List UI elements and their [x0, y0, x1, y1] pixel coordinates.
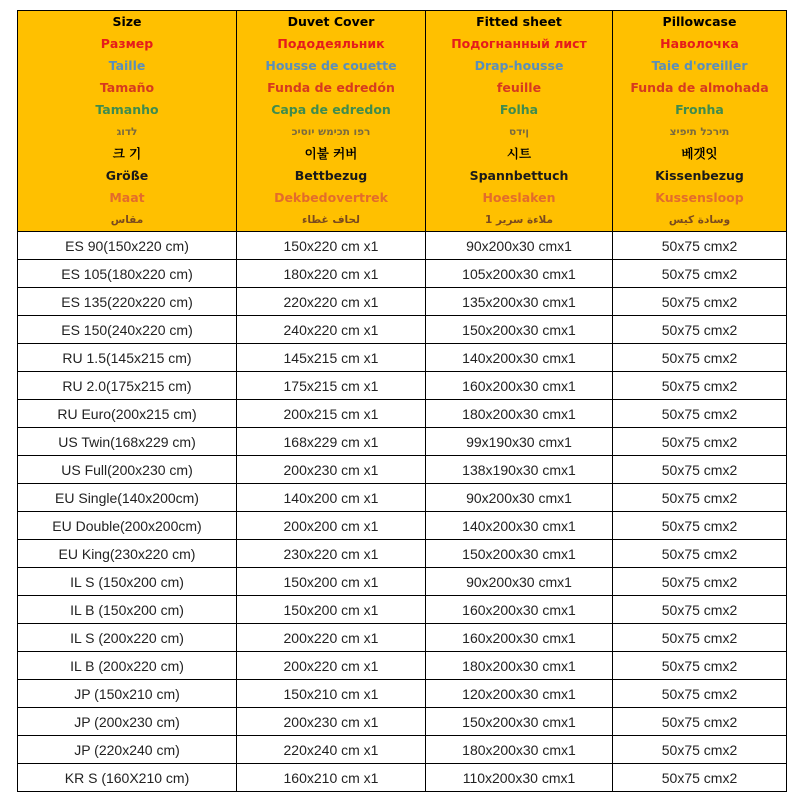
header-pillowcase — [613, 11, 787, 232]
table-cell: 135x200x30 cmx1 — [426, 288, 613, 316]
table-cell: 50x75 cmx2 — [613, 652, 787, 680]
duvet-cover-label: Funda de edredón — [267, 80, 395, 95]
table-cell: RU 2.0(175x215 cm) — [18, 372, 237, 400]
fitted-sheet-label: Fitted sheet — [476, 14, 562, 29]
table-cell: 50x75 cmx2 — [613, 456, 787, 484]
header-size — [18, 11, 237, 232]
table-cell: 220x240 cm x1 — [237, 736, 426, 764]
table-row — [18, 512, 787, 540]
table-cell: 99x190x30 cmx1 — [426, 428, 613, 456]
table-cell: 180x200x30 cmx1 — [426, 400, 613, 428]
table-cell: US Twin(168x229 cm) — [18, 428, 237, 456]
table-cell: IL B (150x200 cm) — [18, 596, 237, 624]
table-cell: 50x75 cmx2 — [613, 316, 787, 344]
table-cell: 50x75 cmx2 — [613, 624, 787, 652]
table-cell: 180x200x30 cmx1 — [426, 736, 613, 764]
pillowcase-label: תירכל תיפיצ — [669, 126, 730, 138]
table-cell: 230x220 cm x1 — [237, 540, 426, 568]
fitted-sheet-label: ملاءة سرير 1 — [485, 214, 553, 226]
table-cell: IL S (150x200 cm) — [18, 568, 237, 596]
table-row — [18, 232, 787, 260]
size-label: Taille — [108, 58, 146, 73]
size-table — [17, 10, 787, 792]
table-cell: 50x75 cmx2 — [613, 232, 787, 260]
table-cell: 175x215 cm x1 — [237, 372, 426, 400]
duvet-cover-label: Dekbedovertrek — [274, 190, 388, 205]
table-cell: 220x220 cm x1 — [237, 288, 426, 316]
table-cell: EU Single(140x200cm) — [18, 484, 237, 512]
table-cell: 200x220 cm x1 — [237, 624, 426, 652]
pillowcase-label: Kissenbezug — [655, 168, 744, 183]
table-cell: 145x215 cm x1 — [237, 344, 426, 372]
pillowcase-label: Kussensloop — [655, 190, 744, 205]
table-cell: 110x200x30 cmx1 — [426, 764, 613, 792]
fitted-sheet-label: ןידס — [508, 126, 529, 138]
table-cell: 105x200x30 cmx1 — [426, 260, 613, 288]
table-row — [18, 428, 787, 456]
table-row — [18, 624, 787, 652]
table-cell: 150x200x30 cmx1 — [426, 316, 613, 344]
table-cell: 200x220 cm x1 — [237, 652, 426, 680]
table-cell: RU Euro(200x215 cm) — [18, 400, 237, 428]
table-cell: 50x75 cmx2 — [613, 680, 787, 708]
size-label: Размер — [100, 36, 154, 51]
table-cell: 160x200x30 cmx1 — [426, 624, 613, 652]
table-cell: JP (150x210 cm) — [18, 680, 237, 708]
table-cell: 150x200x30 cmx1 — [426, 540, 613, 568]
table-cell: 50x75 cmx2 — [613, 260, 787, 288]
pillowcase-label: Funda de almohada — [630, 80, 769, 95]
table-row — [18, 764, 787, 792]
table-cell: 50x75 cmx2 — [613, 568, 787, 596]
duvet-cover-label: רפו תכימש יוסיכ — [291, 126, 371, 138]
table-cell: 50x75 cmx2 — [613, 596, 787, 624]
table-cell: KR S (160X210 cm) — [18, 764, 237, 792]
pillowcase-label: وسادة كيس — [668, 214, 731, 226]
table-row — [18, 260, 787, 288]
table-cell: 200x200 cm x1 — [237, 512, 426, 540]
table-cell: 90x200x30 cmx1 — [426, 484, 613, 512]
table-cell: IL B (200x220 cm) — [18, 652, 237, 680]
header-duvet-cover — [237, 11, 426, 232]
table-cell: 50x75 cmx2 — [613, 484, 787, 512]
table-cell: 50x75 cmx2 — [613, 540, 787, 568]
table-cell: 50x75 cmx2 — [613, 736, 787, 764]
table-cell: 50x75 cmx2 — [613, 344, 787, 372]
table-cell: 50x75 cmx2 — [613, 372, 787, 400]
size-label: مقاس — [110, 214, 144, 226]
size-label: Größe — [105, 168, 149, 183]
table-cell: 90x200x30 cmx1 — [426, 568, 613, 596]
table-cell: 140x200x30 cmx1 — [426, 344, 613, 372]
fitted-sheet-label: Подогнанный лист — [451, 36, 587, 51]
table-cell: RU 1.5(145x215 cm) — [18, 344, 237, 372]
table-cell: 50x75 cmx2 — [613, 400, 787, 428]
table-cell: 50x75 cmx2 — [613, 708, 787, 736]
table-cell: EU King(230x220 cm) — [18, 540, 237, 568]
header-fitted-sheet — [426, 11, 613, 232]
table-cell: 150x200x30 cmx1 — [426, 708, 613, 736]
table-cell: 160x200x30 cmx1 — [426, 372, 613, 400]
table-body — [18, 232, 787, 792]
table-cell: EU Double(200x200cm) — [18, 512, 237, 540]
header-row — [18, 11, 787, 232]
table-cell: 138x190x30 cmx1 — [426, 456, 613, 484]
size-label: 크 기 — [112, 146, 142, 161]
table-cell: JP (200x230 cm) — [18, 708, 237, 736]
fitted-sheet-label: feuille — [496, 80, 542, 95]
table-cell: 120x200x30 cmx1 — [426, 680, 613, 708]
table-cell: 200x230 cm x1 — [237, 456, 426, 484]
table-cell: 150x200 cm x1 — [237, 568, 426, 596]
table-row — [18, 400, 787, 428]
table-cell: 50x75 cmx2 — [613, 764, 787, 792]
table-row — [18, 484, 787, 512]
table-row — [18, 540, 787, 568]
table-cell: 160x200x30 cmx1 — [426, 596, 613, 624]
table-row — [18, 288, 787, 316]
table-row — [18, 456, 787, 484]
table-cell: 168x229 cm x1 — [237, 428, 426, 456]
table-row — [18, 316, 787, 344]
fitted-sheet-label: Folha — [499, 102, 539, 117]
fitted-sheet-label: 시트 — [506, 146, 532, 161]
table-row — [18, 680, 787, 708]
table-cell: 90x200x30 cmx1 — [426, 232, 613, 260]
table-cell: US Full(200x230 cm) — [18, 456, 237, 484]
table-cell: 160x210 cm x1 — [237, 764, 426, 792]
pillowcase-label: 베갯잇 — [681, 146, 718, 161]
table-row — [18, 372, 787, 400]
duvet-cover-label: 이불 커버 — [304, 146, 358, 161]
duvet-cover-label: Capa de edredon — [271, 102, 391, 117]
table-cell: 150x220 cm x1 — [237, 232, 426, 260]
size-label: Tamaño — [99, 80, 155, 95]
table-row — [18, 596, 787, 624]
duvet-cover-label: Housse de couette — [265, 58, 397, 73]
table-cell: ES 150(240x220 cm) — [18, 316, 237, 344]
table-cell: ES 135(220x220 cm) — [18, 288, 237, 316]
table-cell: 50x75 cmx2 — [613, 288, 787, 316]
table-cell: 50x75 cmx2 — [613, 428, 787, 456]
table-cell: 240x220 cm x1 — [237, 316, 426, 344]
duvet-cover-label: لحاف غطاء — [301, 214, 361, 226]
table-row — [18, 736, 787, 764]
table-cell: ES 90(150x220 cm) — [18, 232, 237, 260]
size-label: Tamanho — [95, 102, 159, 117]
table-cell: 150x200 cm x1 — [237, 596, 426, 624]
table-row — [18, 652, 787, 680]
pillowcase-label: Taie d'oreiller — [651, 58, 748, 73]
table-cell: 180x220 cm x1 — [237, 260, 426, 288]
table-row — [18, 708, 787, 736]
size-label: Maat — [109, 190, 145, 205]
table-cell: ES 105(180x220 cm) — [18, 260, 237, 288]
table-cell: 200x230 cm x1 — [237, 708, 426, 736]
fitted-sheet-label: Drap-housse — [474, 58, 564, 73]
table-cell: 50x75 cmx2 — [613, 512, 787, 540]
table-cell: IL S (200x220 cm) — [18, 624, 237, 652]
pillowcase-label: Pillowcase — [662, 14, 737, 29]
pillowcase-label: Наволочка — [660, 36, 739, 51]
duvet-cover-label: Bettbezug — [294, 168, 368, 183]
size-label: לדוג — [116, 126, 138, 138]
size-chart — [17, 10, 784, 792]
table-cell: 180x200x30 cmx1 — [426, 652, 613, 680]
table-cell: 150x210 cm x1 — [237, 680, 426, 708]
table-row — [18, 568, 787, 596]
fitted-sheet-label: Spannbettuch — [469, 168, 569, 183]
fitted-sheet-label: Hoeslaken — [482, 190, 556, 205]
table-cell: JP (220x240 cm) — [18, 736, 237, 764]
table-cell: 140x200 cm x1 — [237, 484, 426, 512]
duvet-cover-label: Пододеяльник — [277, 36, 385, 51]
table-cell: 140x200x30 cmx1 — [426, 512, 613, 540]
size-label: Size — [112, 14, 142, 29]
pillowcase-label: Fronha — [675, 102, 724, 117]
table-row — [18, 344, 787, 372]
duvet-cover-label: Duvet Cover — [287, 14, 375, 29]
table-cell: 200x215 cm x1 — [237, 400, 426, 428]
